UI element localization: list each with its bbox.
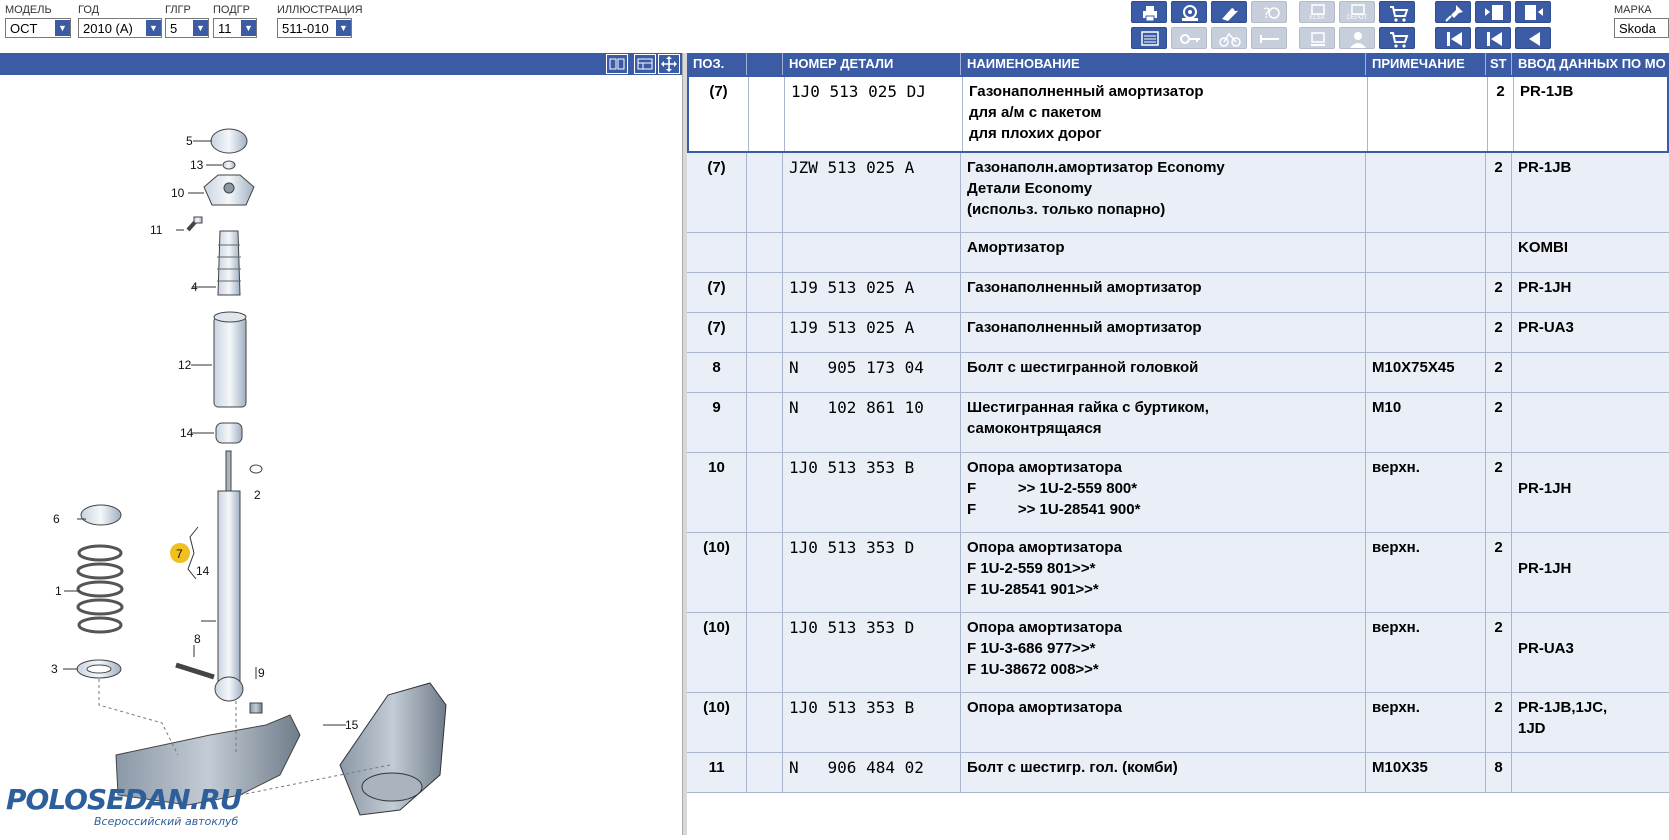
cell-input xyxy=(1512,153,1669,232)
cell-name-line: Опора амортизатора xyxy=(967,619,1122,636)
page-prev-icon xyxy=(1476,2,1512,24)
cell-name xyxy=(961,273,1366,312)
col-header-name[interactable]: НАИМЕНОВАНИЕ xyxy=(961,53,1366,75)
part-shock-absorber[interactable] xyxy=(218,491,240,685)
cell-input-line xyxy=(1518,617,1663,638)
cell-note: верхн. xyxy=(1366,533,1486,612)
cell-name-line: F >> 1U-2-559 800* xyxy=(967,480,1138,497)
illustration-label: ИЛЛЮСТРАЦИЯ xyxy=(277,4,363,16)
year-select[interactable]: 2010 (A) xyxy=(78,18,162,38)
table-row[interactable] xyxy=(687,353,1669,393)
main-group-select[interactable]: 5 xyxy=(165,18,209,38)
col-header-st[interactable]: ST xyxy=(1486,53,1512,75)
move-arrows-icon xyxy=(659,55,679,73)
cell-flag xyxy=(747,353,783,392)
cell-part-number: 1J9 513 025 A xyxy=(783,273,961,312)
callout-3[interactable]: 3 xyxy=(51,662,58,676)
cell-input-line: PR-1JB,1JC, xyxy=(1518,699,1608,716)
chevron-down-icon[interactable]: ▼ xyxy=(336,20,351,36)
cell-note: верхн. xyxy=(1366,453,1486,532)
cell-part-number: 1J0 513 353 D xyxy=(783,533,961,612)
cell-name-line: для плохих дорог xyxy=(969,125,1102,142)
arrow-right-icon xyxy=(1252,28,1288,50)
next-page-button[interactable] xyxy=(1515,1,1551,23)
elsa-label: ELSA xyxy=(1309,15,1325,21)
depot-button[interactable] xyxy=(1339,1,1375,23)
cell-flag xyxy=(747,693,783,752)
cell-st xyxy=(1486,233,1512,272)
table-row[interactable] xyxy=(687,533,1669,613)
cell-pos: 9 xyxy=(687,393,747,452)
callout-12[interactable]: 12 xyxy=(178,358,192,372)
cell-st: 2 xyxy=(1488,77,1514,151)
callout-15[interactable]: 15 xyxy=(345,718,359,732)
cell-st: 2 xyxy=(1486,313,1512,352)
skip-back-icon xyxy=(1476,28,1512,50)
chevron-down-icon[interactable]: ▼ xyxy=(55,20,70,36)
cell-st: 8 xyxy=(1486,753,1512,792)
part-protective-tube[interactable] xyxy=(214,317,246,407)
tools-icon xyxy=(1212,2,1248,24)
cell-st: 2 xyxy=(1486,693,1512,752)
printer-icon xyxy=(1132,2,1168,24)
cell-input-line: PR-1JH xyxy=(1518,480,1572,497)
cell-flag xyxy=(747,533,783,612)
cell-input-line: PR-1JH xyxy=(1518,560,1572,577)
arrow-line-button[interactable] xyxy=(1251,27,1287,49)
split-view-icon xyxy=(607,55,627,73)
cell-name-line: F 1U-2-559 801>>* xyxy=(967,560,1096,577)
table-view-icon xyxy=(635,55,655,73)
illustration-select[interactable]: 511-010 xyxy=(277,18,352,38)
part-nut-13[interactable] xyxy=(223,161,235,169)
cell-name xyxy=(961,353,1366,392)
callout-7[interactable]: 7 xyxy=(176,547,183,561)
table-row[interactable] xyxy=(687,693,1669,753)
cell-name-line: самоконтрящаяся xyxy=(967,420,1102,437)
callout-1[interactable]: 1 xyxy=(55,584,62,598)
cell-note xyxy=(1366,313,1486,352)
key-button[interactable] xyxy=(1171,27,1207,49)
cell-input xyxy=(1512,453,1669,532)
cell-input xyxy=(1512,693,1669,752)
cell-name-line: Болт с шестигранной головкой xyxy=(967,359,1199,376)
cell-name-line: Болт с шестигр. гол. (комби) xyxy=(967,759,1178,776)
callout-10[interactable]: 10 xyxy=(171,186,185,200)
cell-input-line xyxy=(1518,397,1663,418)
cell-name-line: Газонаполн.амортизатор Economy xyxy=(967,159,1225,176)
cell-flag xyxy=(747,393,783,452)
col-header-part[interactable]: НОМЕР ДЕТАЛИ xyxy=(783,53,961,75)
cell-name-line: F 1U-28541 901>>* xyxy=(967,581,1099,598)
cell-pos: 11 xyxy=(687,753,747,792)
cell-pos: 10 xyxy=(687,453,747,532)
cell-name xyxy=(961,453,1366,532)
cell-name-line: Шестигранная гайка с буртиком, xyxy=(967,399,1209,416)
cell-part-number: N 102 861 10 xyxy=(783,393,961,452)
question-icon xyxy=(1252,2,1288,24)
cell-pos: (7) xyxy=(687,153,747,232)
print-button[interactable] xyxy=(1131,1,1167,23)
top-toolbar xyxy=(0,0,1669,52)
cell-note xyxy=(1366,233,1486,272)
cell-flag xyxy=(747,613,783,692)
cell-part-number: 1J0 513 025 DJ xyxy=(785,77,963,151)
cell-name xyxy=(961,533,1366,612)
cell-name-line: Опора амортизатора xyxy=(967,699,1122,716)
watermark-main: POLOSEDAN.RU xyxy=(6,783,242,816)
move-view-button[interactable] xyxy=(658,54,680,74)
user-icon xyxy=(1340,28,1376,50)
back-button[interactable] xyxy=(1515,27,1551,49)
chevron-down-icon[interactable]: ▼ xyxy=(241,20,256,36)
cell-st: 2 xyxy=(1486,353,1512,392)
table-row[interactable] xyxy=(687,313,1669,353)
cell-note: M10 xyxy=(1366,393,1486,452)
depot-label: DEPOT xyxy=(1346,15,1368,21)
cell-note: верхн. xyxy=(1366,613,1486,692)
cell-part-number: N 906 484 02 xyxy=(783,753,961,792)
part-ring[interactable] xyxy=(250,465,262,473)
cell-note xyxy=(1368,77,1488,151)
cell-pos: 8 xyxy=(687,353,747,392)
cell-name-line: F 1U-38672 008>>* xyxy=(967,661,1099,678)
cart-icon xyxy=(1380,2,1416,24)
disc-icon xyxy=(1172,2,1208,24)
cell-st: 2 xyxy=(1486,453,1512,532)
col-header-flag[interactable] xyxy=(747,53,783,75)
callout-14b[interactable]: 14 xyxy=(196,564,210,578)
cell-name xyxy=(961,393,1366,452)
parts-table xyxy=(687,53,1669,835)
table-row[interactable] xyxy=(687,393,1669,453)
monitor-icon xyxy=(1300,28,1336,50)
model-label: МОДЕЛЬ xyxy=(5,4,52,16)
brand-select[interactable]: Skoda xyxy=(1614,18,1669,38)
cell-pos xyxy=(687,233,747,272)
cell-note: M10X35 xyxy=(1366,753,1486,792)
cell-input-line: PR-1JB xyxy=(1518,159,1572,176)
part-shock-rod[interactable] xyxy=(226,451,231,491)
callout-13[interactable]: 13 xyxy=(190,158,204,172)
cell-input xyxy=(1514,77,1669,151)
cell-st: 2 xyxy=(1486,393,1512,452)
watermark-logo xyxy=(6,783,242,828)
cell-part-number: 1J0 513 353 B xyxy=(783,693,961,752)
part-nut-9[interactable] xyxy=(250,703,262,713)
part-bolt-8[interactable] xyxy=(176,665,214,677)
cell-pos: (10) xyxy=(687,613,747,692)
cell-part-number: 1J0 513 353 B xyxy=(783,453,961,532)
watermark-sub: Всероссийский автоклуб xyxy=(94,815,239,828)
callout-2[interactable]: 2 xyxy=(254,488,261,502)
cell-flag xyxy=(749,77,785,151)
bicycle-icon xyxy=(1212,28,1248,50)
cell-name-line: Газонаполненный амортизатор xyxy=(967,279,1202,296)
col-header-note[interactable]: ПРИМЕЧАНИЕ xyxy=(1366,53,1486,75)
cart-add-button[interactable] xyxy=(1379,27,1415,49)
brand-label: МАРКА xyxy=(1614,4,1652,16)
cell-input-line: PR-1JB xyxy=(1520,83,1574,100)
table-row[interactable] xyxy=(687,453,1669,533)
cell-pos: (10) xyxy=(687,693,747,752)
col-header-pos[interactable]: ПОЗ. xyxy=(687,53,747,75)
cell-name-line: Газонаполненный амортизатор xyxy=(969,83,1204,100)
main-group-label: ГЛГР xyxy=(165,4,191,16)
cell-note xyxy=(1366,273,1486,312)
user-button[interactable] xyxy=(1339,27,1375,49)
cell-pos: (10) xyxy=(687,533,747,612)
model-select[interactable]: OCT xyxy=(5,18,71,38)
cell-input-line: PR-UA3 xyxy=(1518,640,1574,657)
cell-input-line xyxy=(1518,537,1663,558)
cell-name-line: Детали Economy xyxy=(967,180,1093,197)
cell-input-line xyxy=(1518,457,1663,478)
cell-flag xyxy=(747,153,783,232)
cell-flag xyxy=(747,313,783,352)
cell-input xyxy=(1512,233,1669,272)
cell-part-number: JZW 513 025 A xyxy=(783,153,961,232)
cell-input xyxy=(1512,393,1669,452)
cell-st: 2 xyxy=(1486,153,1512,232)
callout-4[interactable]: 4 xyxy=(191,280,198,294)
cell-name xyxy=(963,77,1368,151)
tools-button[interactable] xyxy=(1211,1,1247,23)
part-bump-stop[interactable] xyxy=(218,231,240,295)
cell-name-line: (использ. только попарно) xyxy=(967,201,1166,218)
callout-5[interactable]: 5 xyxy=(186,134,193,148)
table-row[interactable] xyxy=(687,613,1669,693)
cell-name-line: Газонаполненный амортизатор xyxy=(967,319,1202,336)
skip-first-icon xyxy=(1436,28,1472,50)
elsa-button[interactable] xyxy=(1299,1,1335,23)
cell-input xyxy=(1512,273,1669,312)
cell-part-number: 1J0 513 353 D xyxy=(783,613,961,692)
cell-input-line: PR-UA3 xyxy=(1518,319,1574,336)
table-row[interactable] xyxy=(687,273,1669,313)
subgroup-label: ПОДГР xyxy=(213,4,250,16)
callout-14[interactable]: 14 xyxy=(180,426,194,440)
cell-input xyxy=(1512,753,1669,792)
cell-input-line: KOMBI xyxy=(1518,239,1568,256)
cell-flag xyxy=(747,753,783,792)
svg-text:?: ? xyxy=(1263,6,1271,22)
pin-icon xyxy=(1436,2,1472,24)
table-header xyxy=(687,53,1669,75)
table-row[interactable] xyxy=(687,233,1669,273)
cell-name xyxy=(961,153,1366,232)
split-view-button[interactable] xyxy=(606,54,628,74)
cell-input xyxy=(1512,533,1669,612)
cell-st: 2 xyxy=(1486,613,1512,692)
elsa-link-button[interactable] xyxy=(1299,27,1335,49)
cell-name-line: F 1U-3-686 977>>* xyxy=(967,640,1096,657)
cell-input xyxy=(1512,353,1669,392)
cell-part-number: N 905 173 04 xyxy=(783,353,961,392)
cell-name xyxy=(961,613,1366,692)
cell-name-line: для а/м с пакетом xyxy=(969,104,1102,121)
key-icon xyxy=(1172,28,1208,50)
cell-name xyxy=(961,693,1366,752)
cell-input xyxy=(1512,313,1669,352)
callout-11[interactable]: 11 xyxy=(150,223,163,237)
cell-input-line: 1JD xyxy=(1518,720,1546,737)
cell-flag xyxy=(747,453,783,532)
cell-input xyxy=(1512,613,1669,692)
cell-st: 2 xyxy=(1486,533,1512,612)
cell-part-number xyxy=(783,233,961,272)
cell-input-line xyxy=(1518,757,1663,778)
subgroup-select[interactable]: 11 xyxy=(213,18,257,38)
callout-9[interactable]: 9 xyxy=(258,666,265,680)
cell-name xyxy=(961,233,1366,272)
cell-name-line: Опора амортизатора xyxy=(967,459,1122,476)
cart-button[interactable] xyxy=(1379,1,1415,23)
table-row[interactable] xyxy=(687,753,1669,793)
back-first-button[interactable] xyxy=(1475,27,1511,49)
cell-pos: (7) xyxy=(689,77,749,151)
cell-name xyxy=(961,313,1366,352)
triangle-left-icon xyxy=(1516,28,1552,50)
part-coil-spring[interactable] xyxy=(78,546,122,632)
part-spring-seat[interactable] xyxy=(81,505,121,525)
cell-flag xyxy=(747,233,783,272)
cell-part-number: 1J9 513 025 A xyxy=(783,313,961,352)
col-header-input[interactable]: ВВОД ДАННЫХ ПО МО xyxy=(1518,56,1666,71)
cell-name-line: Амортизатор xyxy=(967,239,1065,256)
first-button[interactable] xyxy=(1435,27,1471,49)
cell-name-line: Опора амортизатора xyxy=(967,539,1122,556)
part-bushing[interactable] xyxy=(216,423,242,443)
cell-input-line: PR-1JH xyxy=(1518,279,1572,296)
table-view-button[interactable] xyxy=(634,54,656,74)
cell-note xyxy=(1366,153,1486,232)
part-cap[interactable] xyxy=(211,129,247,153)
table-row[interactable] xyxy=(687,75,1669,153)
illustration-header-bar xyxy=(0,53,682,75)
parts-view-button[interactable] xyxy=(1171,1,1207,23)
page-next-icon xyxy=(1516,2,1552,24)
callout-6[interactable]: 6 xyxy=(53,512,60,526)
cell-pos: (7) xyxy=(687,273,747,312)
cell-name xyxy=(961,753,1366,792)
chevron-down-icon[interactable]: ▼ xyxy=(193,20,208,36)
prev-page-button[interactable] xyxy=(1475,1,1511,23)
bike-button[interactable] xyxy=(1211,27,1247,49)
year-label: ГОД xyxy=(78,4,100,16)
pin-button[interactable] xyxy=(1435,1,1471,23)
cell-flag xyxy=(747,273,783,312)
table-row[interactable] xyxy=(687,153,1669,233)
cell-note: верхн. xyxy=(1366,693,1486,752)
list-button[interactable] xyxy=(1131,27,1167,49)
cell-input-line xyxy=(1518,357,1663,378)
info-button[interactable] xyxy=(1251,1,1287,23)
cell-name-line: F >> 1U-28541 900* xyxy=(967,501,1141,518)
cell-pos: (7) xyxy=(687,313,747,352)
chevron-down-icon[interactable]: ▼ xyxy=(146,20,161,36)
cart-icon xyxy=(1380,28,1416,50)
cell-st: 2 xyxy=(1486,273,1512,312)
cell-note: M10X75X45 xyxy=(1366,353,1486,392)
callout-8[interactable]: 8 xyxy=(194,632,201,646)
parts-illustration xyxy=(0,75,682,835)
suspension-diagram xyxy=(0,75,682,835)
list-icon xyxy=(1132,28,1168,50)
